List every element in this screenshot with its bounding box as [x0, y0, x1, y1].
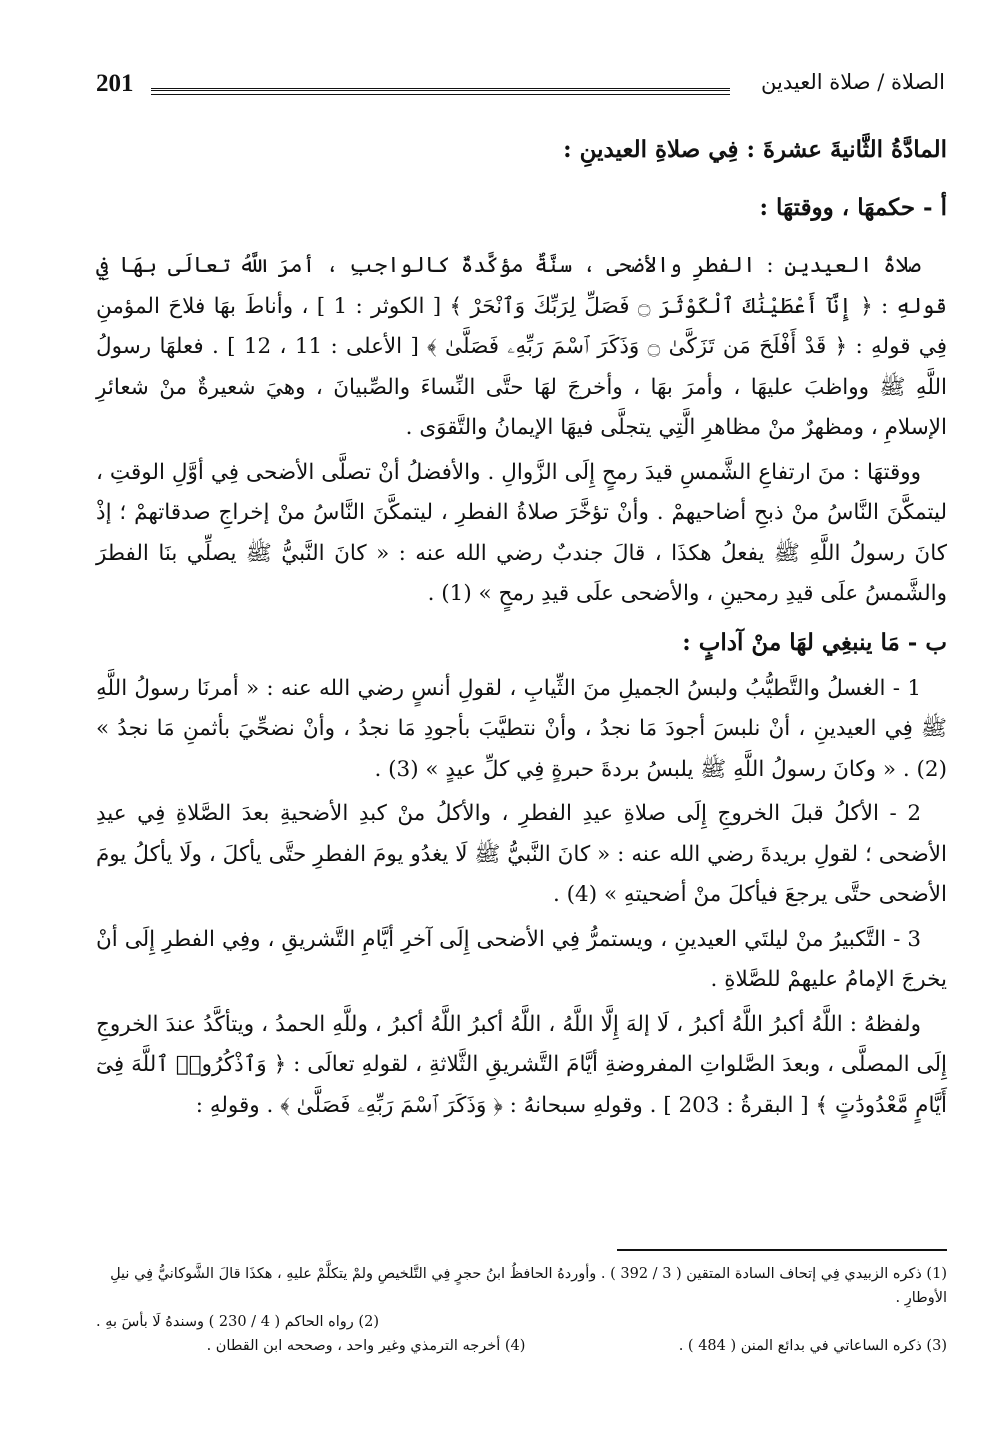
paragraph: 3 - التَّكبيرُ منْ ليلتَي العيدينِ ، ويستمرُّ فِي الأضحى إِلَى آخرِ أيَّامِ التَّشريقِ ، وفِي الفطرِ إِلَى أنْ يخرجَ الإمامُ عليهمْ للصَّلاةِ . — [96, 926, 947, 992]
paragraph: 2 - الأكلُ قبلَ الخروجِ إِلَى صلاةِ عيدِ الفطرِ ، والأكلُ منْ كبدِ الأضحيةِ بعدَ الصَّلاةِ فِي عيدِ الأضحى ؛ لقولِ بريدةَ رضي الله عنه : « كانَ النَّبيُّ ﷺ لَا يغدُو يومَ الفطرِ حتَّى يأكلَ ، ولَا يأكلُ يومَ الأضحى حتَّى يرجعَ فيأكلَ منْ أضحيتهِ » (4) . — [96, 801, 947, 907]
page-header — [96, 62, 945, 106]
subsection-heading-a: أ - حكمهَا ، ووقتهَا : — [759, 194, 947, 221]
footnote-3: (3) ذكره الساعاتي في بدائع المنن ( 484 ) . — [678, 1338, 947, 1354]
footnote-separator — [617, 1249, 947, 1251]
footnotes — [96, 1262, 947, 1358]
page-body — [96, 124, 947, 1130]
footnote-2: (2) رواه الحاكم ( 4 / 230 ) وسندهُ لَا بأسَ بهِ . — [96, 1314, 379, 1330]
footnote-row — [96, 1334, 947, 1358]
running-title: الصلاة / صلاة العيدين — [761, 70, 945, 94]
footnote-1: (1) ذكره الزبيدي فِي إتحاف السادة المتقين ( 3 / 392 ) . وأوردهُ الحافظُ ابنُ حجرٍ فِي التَّلخيصِ ولمْ يتكلَّمْ عليهِ ، هكذَا قالَ الشَّوكانيُّ فِي نيلِ الأوطارِ . — [110, 1266, 947, 1306]
paragraph: ولفظهُ : اللَّهُ أكبرُ اللَّهُ أكبرُ ، لَا إلهَ إِلَّا اللَّهُ ، اللَّهُ أكبرُ اللَّهُ أكبرُ ، وللَّهِ الحمدُ ، ويتأكَّدُ عندَ الخروجِ إِلَى المصلَّى ، وبعدَ الصَّلواتِ المفروضةِ أيَّامَ التَّشريقِ الثَّلاثةِ ، لقولهِ تعالَى : ﴿ وَٱذْكُرُوا۟ ٱللَّهَ فِىٓ أَيَّامٍ مَّعْدُودَٰتٍ ﴾ [ البقرةُ : 203 ] . وقولهِ سبحانهُ : ﴿ وَذَكَرَ ٱسْمَ رَبِّهِۦ فَصَلَّىٰ ﴾ . وقولهِ : — [96, 1011, 947, 1118]
paragraph: 1 - الغسلُ والتَّطيُّبُ ولبسُ الجميلِ منَ الثِّيابِ ، لقولِ أنسٍ رضي الله عنه : « أمرنَا رسولُ اللَّهِ ﷺ فِي العيدينِ ، أنْ نلبسَ أجودَ مَا نجدُ ، وأنْ نتطيَّبَ بأجودِ مَا نجدُ ، وأنْ نضحِّيَ بأثمنِ مَا نجدُ » (2) . « وكانَ رسولُ اللَّهِ ﷺ يلبسُ بردةَ حبرةٍ فِي كلِّ عيدٍ » (3) . — [96, 675, 947, 782]
header-rule — [151, 88, 730, 95]
paragraph: صلاةُ العيدينِ : الفطرِ والأضحى ، سنَّةٌ مؤكَّدةٌ كالواجبِ ، أمرَ اللَّهُ تعالَى بهَا فِي قولهِ : ﴿ إِنَّآ أَعْطَيْنَٰكَ ٱلْكَوْثَرَ ۝ فَصَلِّ لِرَبِّكَ وَٱنْحَرْ ﴾ [ الكوثر : 1 ] ، وأناطَ بهَا فلاحَ المؤمنِ فِي قولهِ : ﴿ قَدْ أَفْلَحَ مَن تَزَكَّىٰ ۝ وَذَكَرَ ٱسْمَ رَبِّهِۦ فَصَلَّىٰ ﴾ [ الأعلى : 11 ، 12 ] . فعلهَا رسولُ اللَّهِ ﷺ وواظبَ عليهَا ، وأمرَ بهَا ، وأخرجَ لهَا حتَّى النِّساءَ والصِّبيانَ ، وهيَ شعيرةٌ منْ شعائرِ الإسلامِ ، ومظهرٌ منْ مظاهرِ الَّتِي يتجلَّى فيهَا الإيمانُ والتَّقوَى . — [96, 253, 948, 440]
paragraph: ووقتهَا : منَ ارتفاعِ الشَّمسِ قيدَ رمحٍ إِلَى الزَّوالِ . والأفضلُ أنْ تصلَّى الأضحى فِي أوَّلِ الوقتِ ، ليتمكَّنَ النَّاسُ منْ ذبحِ أضاحيهمْ . وأنْ تؤخَّرَ صلاةُ الفطرِ ، ليتمكَّنَ النَّاسُ منْ إخراجِ صدقاتهمْ ؛ إذْ كانَ رسولُ اللَّهِ ﷺ يفعلُ هكذَا ، قالَ جندبٌ رضي الله عنه : « كانَ النَّبيُّ ﷺ يصلِّي بنَا الفطرَ والشَّمسُ علَى قيدِ رمحينِ ، والأضحى علَى قيدِ رمحٍ » (1) . — [96, 459, 947, 606]
footnote-4: (4) أخرجه الترمذي وغير واحد ، وصححه ابن القطان . — [206, 1338, 526, 1354]
page-number: 201 — [96, 70, 134, 97]
subsection-heading-b: ب - مَا ينبغِي لهَا منْ آدابٍ : — [682, 628, 947, 656]
section-title: المادَّةُ الثَّانيةَ عشرةَ : فِي صلاةِ العيدينِ : — [563, 136, 947, 163]
